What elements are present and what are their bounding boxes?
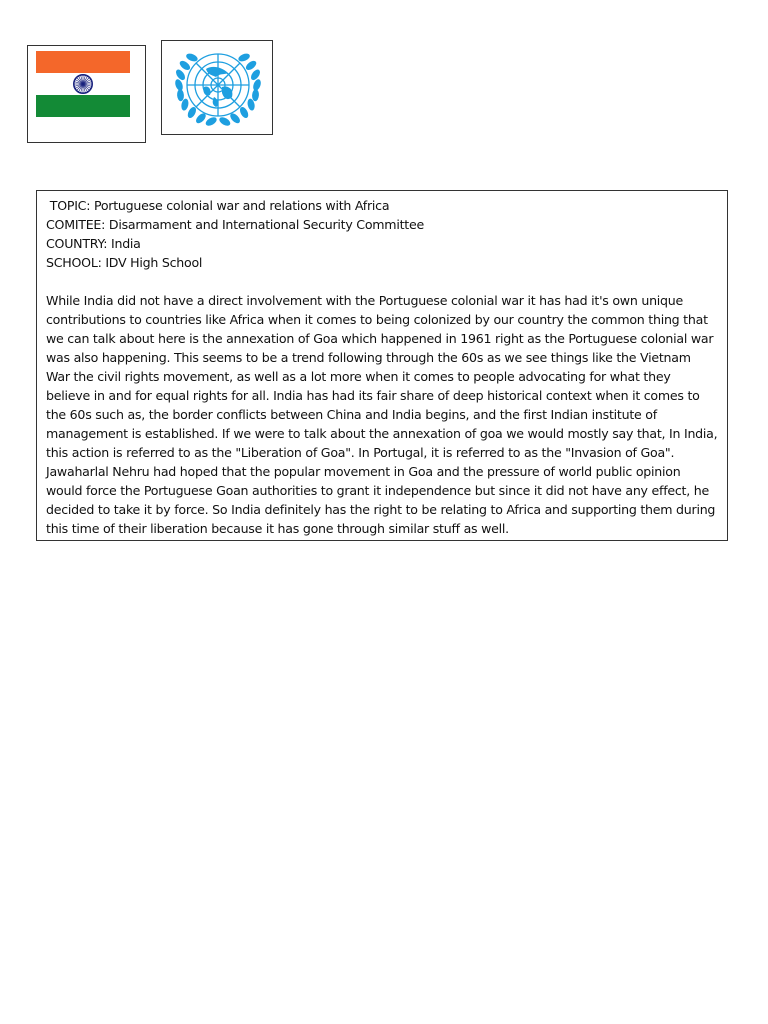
un-emblem-frame (161, 40, 273, 135)
united-nations-emblem-icon (170, 43, 266, 133)
flag-saffron-band (36, 51, 130, 73)
school-line: SCHOOL: IDV High School (46, 255, 203, 270)
india-flag-frame (27, 45, 146, 143)
ashoka-chakra-icon (74, 75, 92, 93)
committee-line: COMITEE: Disarmament and International Security Committee (46, 217, 424, 232)
india-flag-icon (36, 51, 130, 117)
topic-line: TOPIC: Portuguese colonial war and relations with Africa (46, 198, 390, 213)
flag-green-band (36, 95, 130, 117)
country-line: COUNTRY: India (46, 236, 141, 251)
body-paragraph: While India did not have a direct involvement with the Portuguese colonial war it has had it's own unique contributions to countries like Africa when it comes to being colonized by our country the common thing that we can talk about here is the annexation of Goa which happened in 1961 right as the Portuguese colonial war was also happening. This seems to be a trend following through the 60s as we see things like the Vietnam War the civil rights movement, as well as a lot more when it comes to people advocating for what they believe in and for equal rights for all. India has had its fair share of deep historical context when it comes to the 60s such as, the border conflicts between China and India begins, and the first Indian institute of management is established. If we were to talk about the annexation of goa we would mostly say that, In India, this action is referred to as the "Liberation of Goa". In Portugal, it is referred to as the "Invasion of Goa". Jawaharlal Nehru had hoped that the popular movement in Goa and the pressure of world public opinion would force the Portuguese Goan authorities to grant it independence but since it did not have any effect, he decided to take it by force. So India definitely has the right to be relating to Africa and supporting them during this time of their liberation because it has gone through similar stuff as well. (46, 293, 718, 536)
position-paper-box (36, 190, 728, 541)
